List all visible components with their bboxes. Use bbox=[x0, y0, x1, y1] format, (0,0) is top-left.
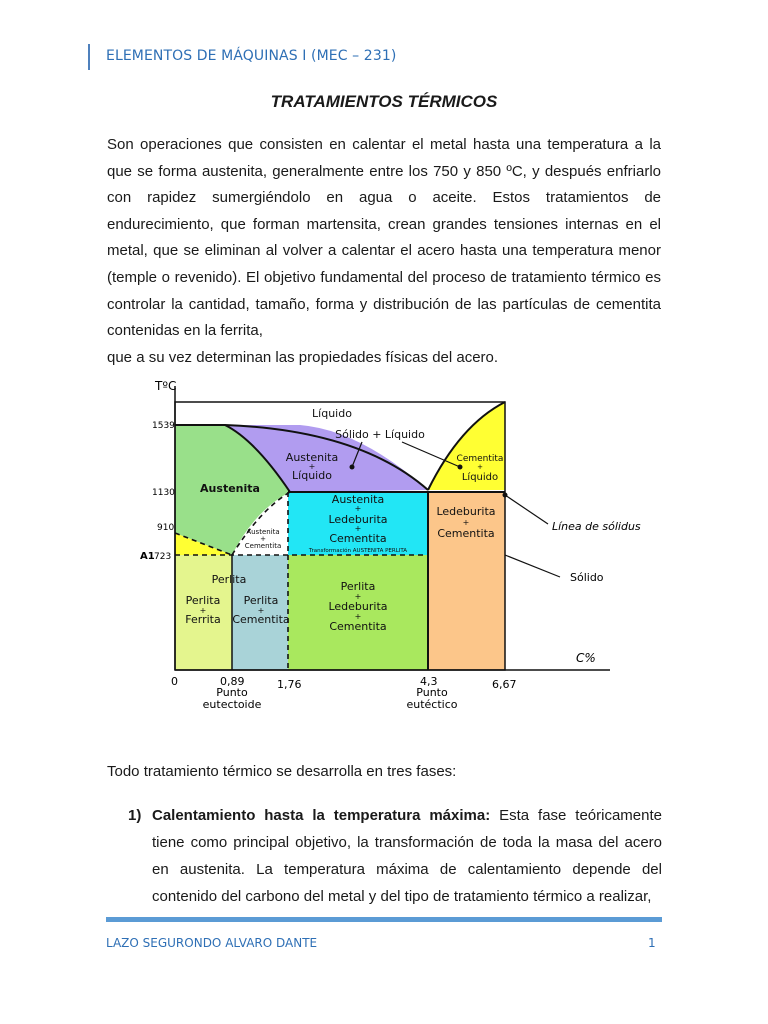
paragraph-line: volver a calentar el acero hasta una temperatura menor (temple o revenido). El bbox=[107, 242, 661, 286]
x-note: Punto bbox=[216, 686, 248, 699]
footer-author: LAZO SEGURONDO ALVARO DANTE bbox=[106, 936, 318, 950]
page-number: 1 bbox=[648, 936, 656, 950]
x-axis-label: C% bbox=[576, 651, 596, 665]
x-tick: 0 bbox=[171, 675, 178, 688]
label-aust-liq: + bbox=[308, 462, 316, 471]
callout-line-solidus bbox=[505, 495, 548, 524]
label-cem-liq: Líquido bbox=[461, 472, 499, 483]
paragraph-line: rapidez sumergiéndolo en agua o aceite. Estos tratamientos de endurecimiento, que bbox=[107, 189, 662, 233]
header-accent-bar bbox=[88, 44, 90, 70]
intro-paragraph bbox=[107, 132, 661, 371]
label-aust-led: + bbox=[354, 524, 362, 533]
paragraph-line: forman martensita, crean grandes tensiones internas en el metal, que se eliminan al bbox=[107, 215, 661, 260]
item-body: Esta fase teóricamente tiene como principal objetivo, la transformación de toda la masa del acero en austenita. La temperatura máxima de calentamiento depende del contenido del carbono del metal y del tipo de tratamiento térmico a realizar, bbox=[152, 807, 662, 905]
callout-solidus: Línea de sólidus bbox=[552, 520, 641, 533]
label-transform: Transformación AUSTENITA PERLITA bbox=[308, 548, 408, 554]
callout-dot bbox=[458, 465, 463, 470]
paragraph-line: se forma austenita, generalmente entre los 750 y 850 ºC, y después enfriarlo con bbox=[107, 162, 661, 207]
y-tick: 1130 bbox=[152, 488, 175, 498]
phase-item-1 bbox=[128, 802, 662, 910]
label-per-fer: Perlita bbox=[185, 594, 221, 607]
label-per-fer: Ferrita bbox=[185, 613, 221, 626]
y-tick: 723 bbox=[154, 552, 172, 562]
item-heading: Calentamiento hasta la temperatura máxima: bbox=[152, 807, 491, 824]
label-aust-cem: Cementita bbox=[244, 542, 282, 550]
x-tick: 6,67 bbox=[492, 678, 517, 691]
label-led-cem: Cementita bbox=[437, 527, 495, 540]
paragraph-line: que a su vez determinan las propiedades físicas del acero. bbox=[107, 348, 499, 366]
y-axis-label: TºC bbox=[155, 379, 177, 393]
label-per-led: Ledeburita bbox=[328, 600, 388, 613]
label-per-led: + bbox=[354, 612, 362, 621]
label-perlita: Perlita bbox=[211, 573, 247, 586]
label-austenita: Austenita bbox=[200, 482, 260, 495]
a1-label: A1 bbox=[140, 551, 155, 562]
label-per-led: Cementita bbox=[329, 620, 387, 633]
x-note: eutéctico bbox=[406, 698, 458, 711]
y-tick: 910 bbox=[157, 523, 175, 533]
label-aust-liq: Líquido bbox=[292, 469, 332, 482]
item-text bbox=[152, 802, 662, 910]
label-liquido: Líquido bbox=[312, 407, 352, 420]
footer-rule bbox=[106, 917, 662, 922]
label-aust-led: Cementita bbox=[329, 532, 387, 545]
paragraph-line: objetivo fundamental del proceso de tratamiento térmico es controlar la cantidad, bbox=[107, 268, 661, 313]
label-aust-led: Ledeburita bbox=[328, 513, 388, 526]
label-per-fer: + bbox=[199, 606, 207, 615]
item-number: 1) bbox=[128, 807, 142, 824]
x-note: Punto bbox=[416, 686, 448, 699]
x-tick: 4,3 bbox=[420, 675, 438, 688]
label-per-cem: Perlita bbox=[243, 594, 279, 607]
phases-intro: Todo tratamiento térmico se desarrolla en tres fases: bbox=[107, 763, 457, 780]
label-cem-liq: + bbox=[477, 463, 483, 471]
label-led-cem: + bbox=[462, 518, 470, 527]
label-aust-led: Austenita bbox=[331, 493, 385, 506]
callout-solido: Sólido bbox=[570, 571, 604, 584]
label-per-led: Perlita bbox=[340, 580, 376, 593]
label-aust-liq: Austenita bbox=[285, 451, 339, 464]
label-aust-cem: + bbox=[260, 535, 266, 543]
callout-dot bbox=[503, 493, 508, 498]
label-aust-cem: Austenita bbox=[246, 528, 280, 536]
x-tick: 0,89 bbox=[220, 675, 245, 688]
label-per-cem: Cementita bbox=[232, 613, 290, 626]
page-title: TRATAMIENTOS TÉRMICOS bbox=[270, 92, 498, 111]
callout-line-solido bbox=[505, 555, 560, 577]
paragraph-line: tamaño, forma y distribución de las partículas de cementita contenidas en la ferrita, bbox=[107, 295, 661, 340]
x-note: eutectoide bbox=[202, 698, 262, 711]
label-aust-led: + bbox=[354, 504, 362, 513]
iron-carbon-diagram bbox=[140, 370, 660, 720]
label-led-cem: Ledeburita bbox=[436, 505, 496, 518]
y-tick: 1539 bbox=[152, 421, 175, 431]
label-per-led: + bbox=[354, 592, 362, 601]
callout-dot bbox=[350, 465, 355, 470]
label-cem-liq: Cementita bbox=[456, 454, 504, 464]
label-per-cem: + bbox=[257, 606, 265, 615]
label-solido-liquido: Sólido + Líquido bbox=[335, 428, 425, 441]
paragraph-line: Son operaciones que consisten en calentar el metal hasta una temperatura a la que bbox=[107, 136, 661, 180]
header-course-title: ELEMENTOS DE MÁQUINAS I (MEC – 231) bbox=[106, 48, 397, 64]
x-tick: 1,76 bbox=[277, 678, 302, 691]
